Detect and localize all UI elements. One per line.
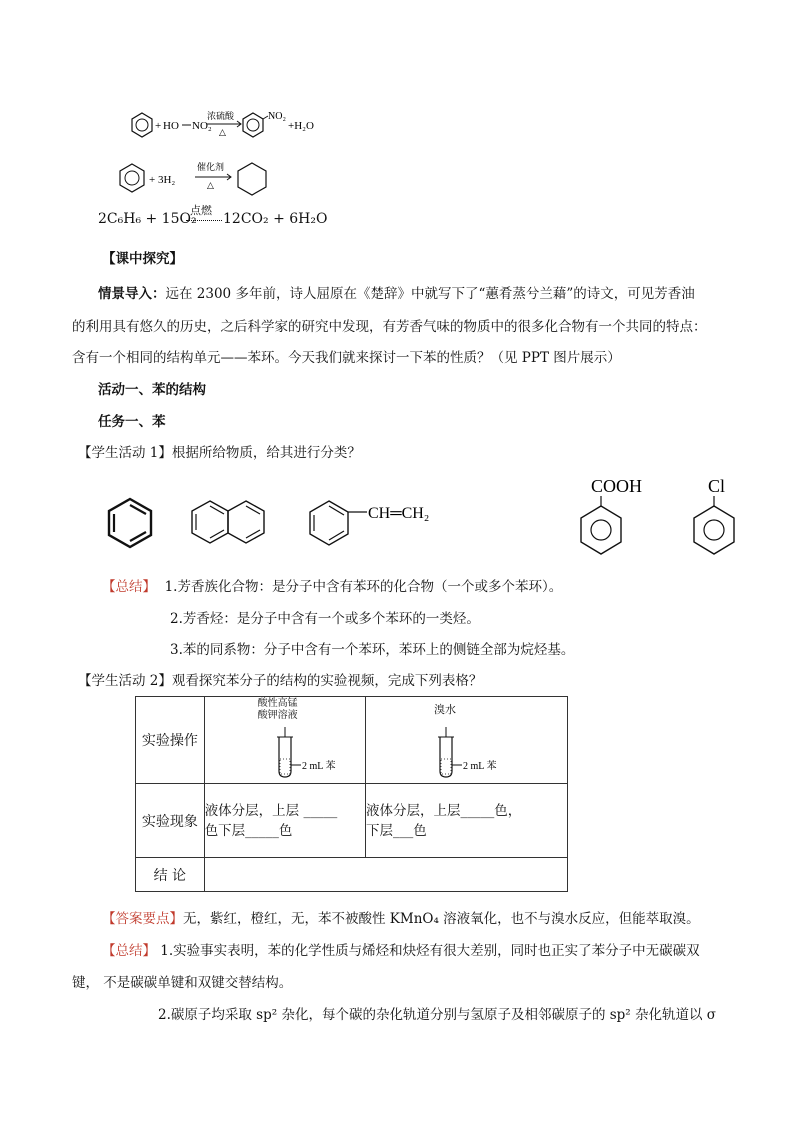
task1-title: 任务一、苯 <box>98 414 166 430</box>
tube-cell-2 <box>365 697 567 784</box>
naphthalene-structure <box>188 497 272 549</box>
svg-text:HO: HO <box>163 120 179 132</box>
summary1-line-1 <box>102 575 562 595</box>
test-tube-1 <box>265 725 365 781</box>
summary1-item-2: 2.芳香烃：是分子中含有一个或多个苯环的一类烃。 <box>170 611 480 627</box>
chlorobenzene-structure <box>684 472 744 558</box>
student-activity-2-text: 观看探究苯分子的结构的实验视频，完成下列表格？ <box>171 673 483 689</box>
benzoic-acid-structure <box>565 472 655 558</box>
conclusion-cell <box>204 858 567 892</box>
svg-text:+ 3H₂: + 3H₂ <box>149 174 176 186</box>
combustion-right: 12CO₂ + 6H₂O <box>223 211 328 227</box>
row-label-operation: 实验操作 <box>136 697 205 784</box>
answer-label: 【答案要点】 <box>102 911 183 927</box>
svg-text:COOH: COOH <box>591 476 643 496</box>
summary2-line-1 <box>102 939 700 959</box>
summary1-item-1: 1.芳香族化合物：是分子中含有苯环的化合物（一个或多个苯环）。 <box>164 579 563 595</box>
obs2-line2: 下层___色 <box>365 822 427 839</box>
svg-text:催化剂: 催化剂 <box>197 162 225 172</box>
observation-cell-1 <box>204 784 365 858</box>
student-activity-2 <box>78 669 482 689</box>
answer-line <box>102 907 700 927</box>
intro-line-2: 的利用具有悠久的历史，之后科学家的研究中发现，有芳香气味的物质中的很多化合物有一个共同的特点： <box>72 319 707 335</box>
tube1-reagent <box>258 698 298 722</box>
tube2-reagent: 溴水 <box>433 703 456 716</box>
tube1-reagent-line2: 酸钾溶液 <box>257 710 298 721</box>
student-activity-2-label: 【学生活动 2】 <box>78 673 172 689</box>
benzene-structure <box>100 493 160 553</box>
summary2-item2: 2.碳原子均采取 sp² 杂化，每个碳的杂化轨道分别与氢原子及相邻碳原子的 sp² 杂化轨道以 σ <box>158 1007 717 1023</box>
intro-line-3: 含有一个相同的结构单元——苯环。今天我们就来探讨一下苯的性质？（见 PPT 图片展示） <box>72 350 621 366</box>
summary2-item1-line1: 1.实验事实表明，苯的化学性质与烯烃和炔烃有很大差别，同时也正实了苯分子中无碳碳双 <box>160 943 700 959</box>
observation-cell-2 <box>365 784 567 858</box>
test-tube-2 <box>426 725 526 781</box>
svg-text:△: △ <box>207 180 214 190</box>
student-activity-1-text: 根据所给物质，给其进行分类？ <box>171 445 361 461</box>
intro-text-1: 远在 2300 多年前，诗人屈原在《楚辞》中就写下了“蕙肴蒸兮兰藉”的诗文，可见芳香油 <box>165 286 695 302</box>
student-activity-1-label: 【学生活动 1】 <box>78 445 172 461</box>
combustion-arrow <box>186 220 222 221</box>
svg-text:浓硫酸: 浓硫酸 <box>207 111 235 121</box>
obs1-line2: 色下层_____色 <box>204 822 293 839</box>
svg-text:NO₂: NO₂ <box>268 111 286 122</box>
summary1-item-3: 3.苯的同系物：分子中含有一个苯环，苯环上的侧链全部为烷烃基。 <box>170 642 575 658</box>
section-heading: 【课中探究】 <box>102 251 183 267</box>
experiment-table <box>135 696 568 892</box>
svg-text:NO₂: NO₂ <box>192 120 212 132</box>
row-label-conclusion: 结 论 <box>136 858 205 892</box>
combustion-condition: 点燃 <box>190 204 212 217</box>
nitration-equation <box>125 105 335 145</box>
svg-text:+H₂O: +H₂O <box>288 120 314 132</box>
answer-text: 无，紫红，橙红，无，苯不被酸性 KMnO₄ 溶液氧化，也不与溴水反应，但能萃取溴。 <box>183 911 700 927</box>
intro-line-1 <box>98 282 695 302</box>
svg-text:+: + <box>155 120 162 132</box>
svg-text:2 mL 苯: 2 mL 苯 <box>462 761 497 772</box>
svg-text:Cl: Cl <box>708 476 726 496</box>
svg-text:2 mL 苯: 2 mL 苯 <box>301 761 336 772</box>
tube-cell-1 <box>204 697 365 784</box>
student-activity-1 <box>78 441 361 461</box>
combustion-left: 2C₆H₆ + 15O₂ <box>98 211 197 227</box>
row-label-phenomenon: 实验现象 <box>136 784 205 858</box>
hydrogenation-equation <box>115 158 275 202</box>
tube1-reagent-line1: 酸性高锰 <box>257 698 298 709</box>
obs1-line1: 液体分层，上层 _____ <box>204 802 338 819</box>
intro-label: 情景导入： <box>98 286 166 302</box>
svg-text:△: △ <box>219 127 226 137</box>
summary2-item1-line2: 键， 不是碳碳单键和双键交替结构。 <box>72 975 293 991</box>
svg-text:CH═CH₂: CH═CH₂ <box>368 505 430 522</box>
activity1-title: 活动一、苯的结构 <box>98 382 206 398</box>
summary2-label: 【总结】 <box>102 943 156 959</box>
summary1-label: 【总结】 <box>102 579 156 595</box>
obs2-line1: 液体分层，上层_____色， <box>365 802 522 819</box>
styrene-structure <box>305 495 455 551</box>
